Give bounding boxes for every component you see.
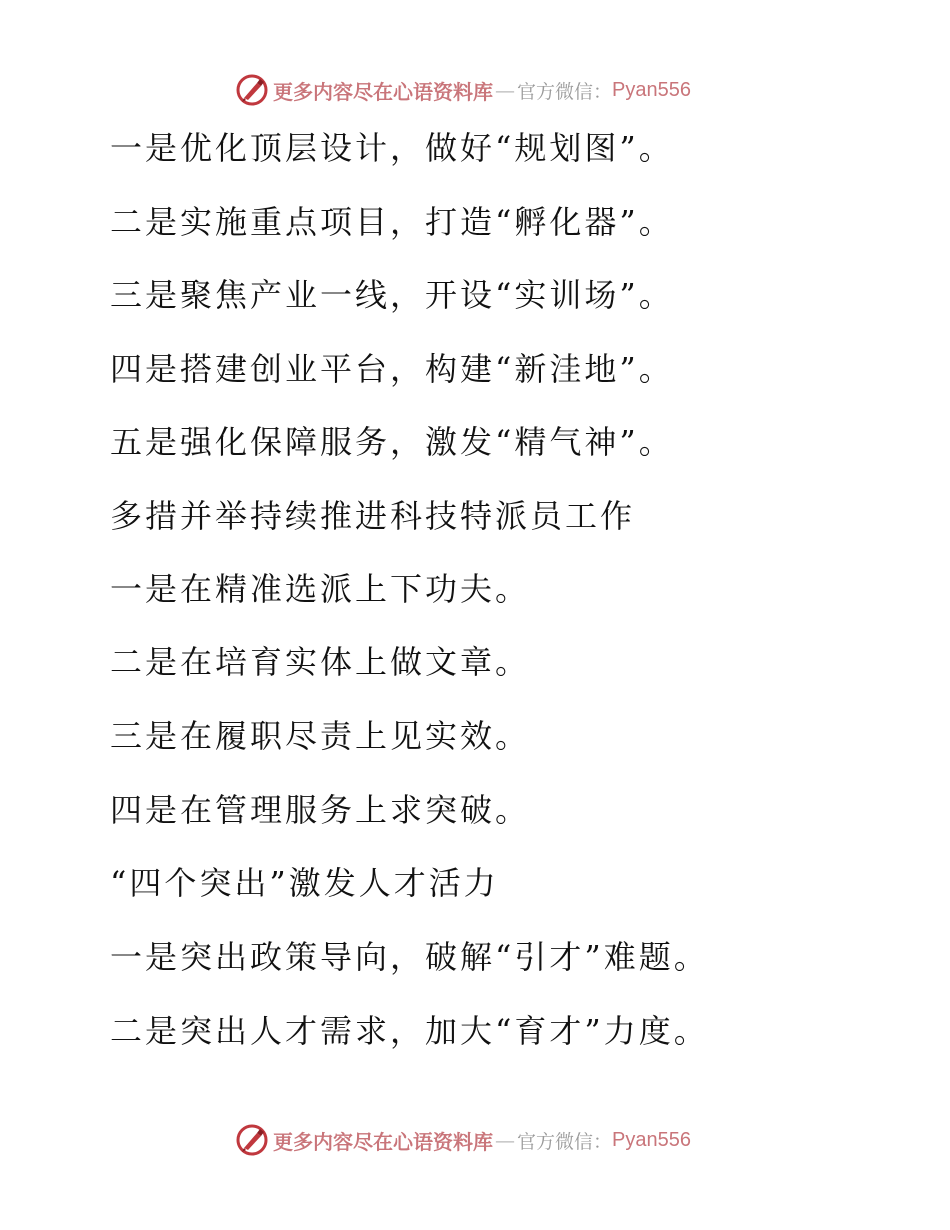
watermark-text: 更多内容尽在心语资料库	[273, 1129, 493, 1154]
pen-logo-icon	[235, 73, 269, 107]
wechat-label: 官方微信：	[517, 1130, 613, 1153]
wechat-id: Pyan556	[612, 1128, 691, 1151]
text-line: 一是优化顶层设计，做好“规划图”。	[110, 129, 674, 167]
watermark-text: 更多内容尽在心语资料库	[273, 79, 493, 104]
header-watermark	[235, 72, 691, 108]
watermark-separator: —	[495, 1128, 515, 1152]
text-line: 三是在履职尽责上见实效。	[110, 717, 531, 755]
text-line: 五是强化保障服务，激发“精气神”。	[110, 423, 674, 461]
text-line: 二是突出人才需求，加大“育才”力度。	[110, 1012, 709, 1050]
pen-logo-icon	[235, 1123, 269, 1157]
text-line: 二是在培育实体上做文章。	[110, 643, 531, 681]
wechat-id: Pyan556	[612, 78, 691, 101]
section-heading: “四个突出”激发人才活力	[110, 864, 499, 902]
text-line: 二是实施重点项目，打造“孵化器”。	[110, 203, 674, 241]
text-line: 四是在管理服务上求突破。	[110, 791, 531, 829]
text-line: 四是搭建创业平台，构建“新洼地”。	[110, 350, 674, 388]
footer-watermark	[235, 1122, 691, 1158]
watermark-separator: —	[495, 78, 515, 102]
text-line: 三是聚焦产业一线，开设“实训场”。	[110, 276, 674, 314]
text-line: 一是在精准选派上下功夫。	[110, 570, 531, 608]
section-heading: 多措并举持续推进科技特派员工作	[110, 497, 636, 535]
text-line: 一是突出政策导向，破解“引才”难题。	[110, 938, 709, 976]
wechat-label: 官方微信：	[517, 80, 613, 103]
